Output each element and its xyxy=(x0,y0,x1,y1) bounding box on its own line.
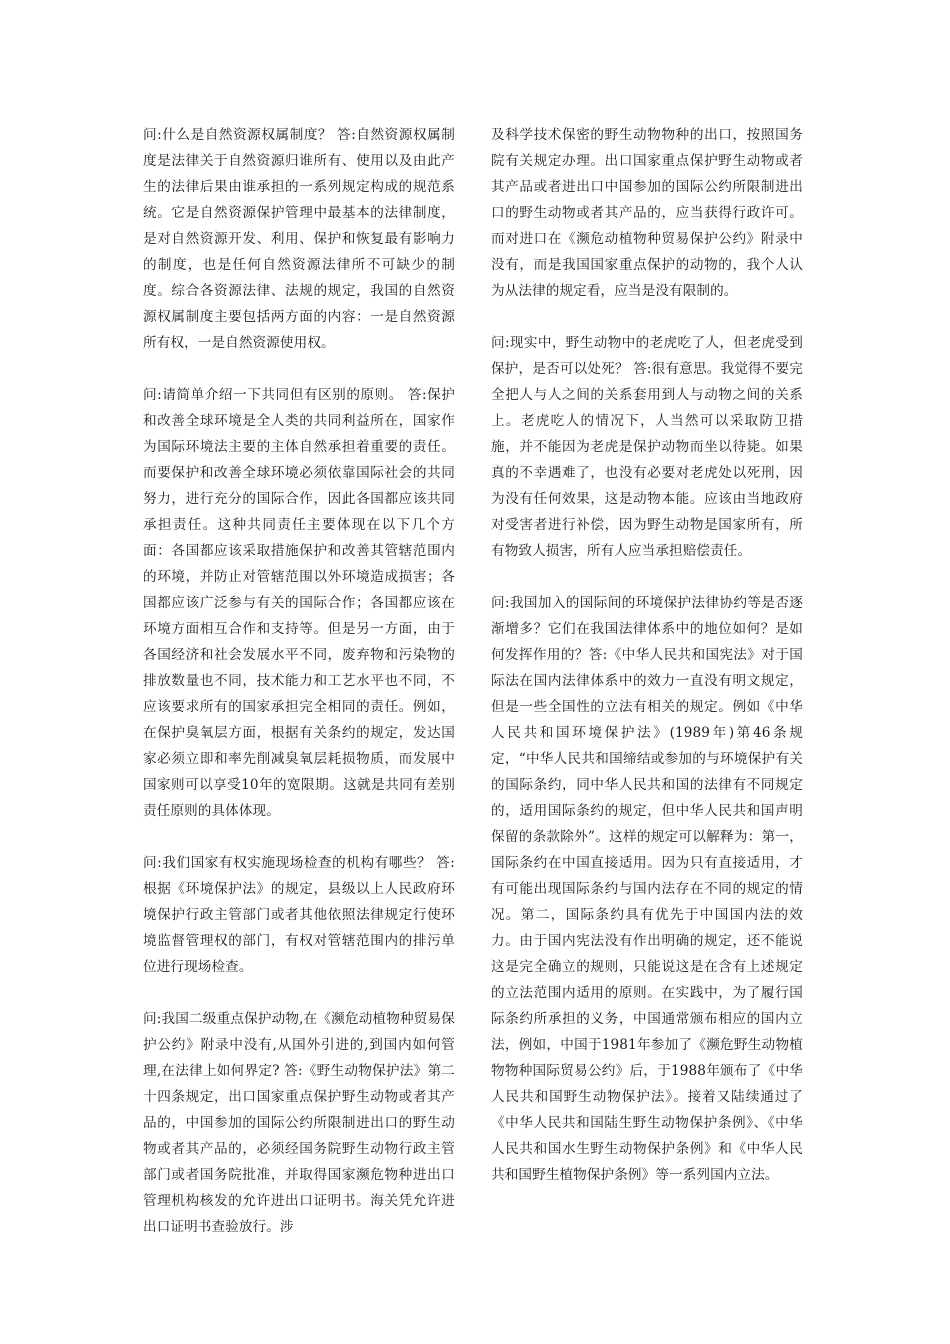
qa-paragraph-common-but-differentiated: 问:请简单介绍一下共同但有区别的原则。 答:保护和改善全球环境是全人类的共同利益所在，国家作为国际环境法主要的主体自然承担着重要的责任。而要保护和改善全球环境必须依靠国际社会的共同努力，进行充分的国际合作，因此各国都应该共同承担责任。这种共同责任主要体现在以下几个方面：各国都应该采取措施保护和改善其管辖范围内的环境，并防止对管辖范围以外环境造成损害；各国都应该广泛参与有关的国际合作；各国都应该在环境方面相互合作和支持等。但是另一方面，由于各国经济和社会发展水平不同，废弃物和污染物的排放数量也不同，技术能力和工艺水平也不同，不应该要求所有的国家承担完全相同的责任。例如，在保护臭氧层方面，根据有关条约的规定，发达国家必须立即和率先削减臭氧层耗损物质，而发展中国家则可以享受10年的宽限期。这就是共同有差别责任原则的具体体现。 xyxy=(143,387,455,819)
qa-paragraph-tiger-question: 问:现实中，野生动物中的老虎吃了人，但老虎受到保护，是否可以处死？ 答:很有意思。我觉得不要完全把人与人之间的关系套用到人与动物之间的关系上。老虎吃人的情况下，人当然可以采取防卫措施，并不能因为老虎是保护动物而坐以待毙。如果真的不幸遇难了，也没有必要对老虎处以死刑，因为没有任何效果，这是动物本能。应该由当地政府对受害者进行补偿，因为野生动物是国家所有，所有物致人损害，所有人应当承担赔偿责任。 xyxy=(491,335,803,559)
qa-paragraph-protected-animals-import: 问:我国二级重点保护动物,在《濒危动植物种贸易保护公约》附录中没有,从国外引进的,到国内如何管理,在法律上如何界定? 答:《野生动物保护法》第二十四条规定，出口国家重点保护野生动物或者其产品的，中国参加的国际公约所限制进出口的野生动物或者其产品的，必须经国务院野生动物行政主管部门或者国务院批准，并取得国家濒危物种进出口管理机构核发的允许进出口证明书。海关凭允许进出口证明书查验放行。涉 xyxy=(143,1011,455,1235)
qa-paragraph-onsite-inspection: 问:我们国家有权实施现场检查的机构有哪些？ 答:根据《环境保护法》的规定，县级以上人民政府环境保护行政主管部门或者其他依照法律规定行使环境监督管理权的部门，有权对管辖范围内的排污单位进行现场检查。 xyxy=(143,855,455,975)
qa-paragraph-international-treaties: 问:我国加入的国际间的环境保护法律协约等是否逐渐增多？它们在我国法律体系中的地位如何？是如何发挥作用的？答:《中华人民共和国宪法》对于国际法在国内法律体系中的效力一直没有明文规定，但是一些全国性的立法有相关的规定。例如《中华人民共和国环境保护法》(1989年)第46条规定，“中华人民共和国缔结或参加的与环境保护有关的国际条约，同中华人民共和国的法律有不同规定的，适用国际条约的规定，但中华人民共和国声明保留的条款除外”。这样的规定可以解释为：第一，国际条约在中国直接适用。因为只有直接适用，才有可能出现国际条约与国内法存在不同的规定的情况。第二，国际条约具有优先于中国国内法的效力。由于国内宪法没有作出明确的规定，还不能说这是完全确立的规则，只能说这是在含有上述规定的立法范围内适用的原则。在实践中，为了履行国际条约所承担的义务，中国通常颁布相应的国内立法，例如，中国于1981年参加了《濒危野生动物植物物种国际贸易公约》后，于1988年颁布了《中华人民共和国野生动物保护法》。接着又陆续通过了《中华人民共和国陆生野生动物保护条例》、《中华人民共和国水生野生动物保护条例》和《中华人民共和国野生植物保护条例》等一系列国内立法。 xyxy=(491,595,803,1183)
qa-paragraph-protected-animals-continued: 及科学技术保密的野生动物物种的出口，按照国务院有关规定办理。出口国家重点保护野生动物或者其产品或者进出口中国参加的国际公约所限制进出口的野生动物或者其产品的，应当获得行政许可。而对进口在《濒危动植物种贸易保护公约》附录中没有，而是我国国家重点保护的动物的，我个人认为从法律的规定看，应当是没有限制的。 xyxy=(491,127,803,299)
right-column xyxy=(491,122,803,1214)
left-column xyxy=(143,122,455,1266)
qa-paragraph-natural-resource-ownership: 问:什么是自然资源权属制度？ 答:自然资源权属制度是法律关于自然资源归谁所有、使用以及由此产生的法律后果由谁承担的一系列规定构成的规范系统。它是自然资源保护管理中最基本的法律制度，是对自然资源开发、利用、保护和恢复最有影响力的制度，也是任何自然资源法律所不可缺少的制度。综合各资源法律、法规的规定，我国的自然资源权属制度主要包括两方面的内容：一是自然资源所有权，一是自然资源使用权。 xyxy=(143,127,455,351)
